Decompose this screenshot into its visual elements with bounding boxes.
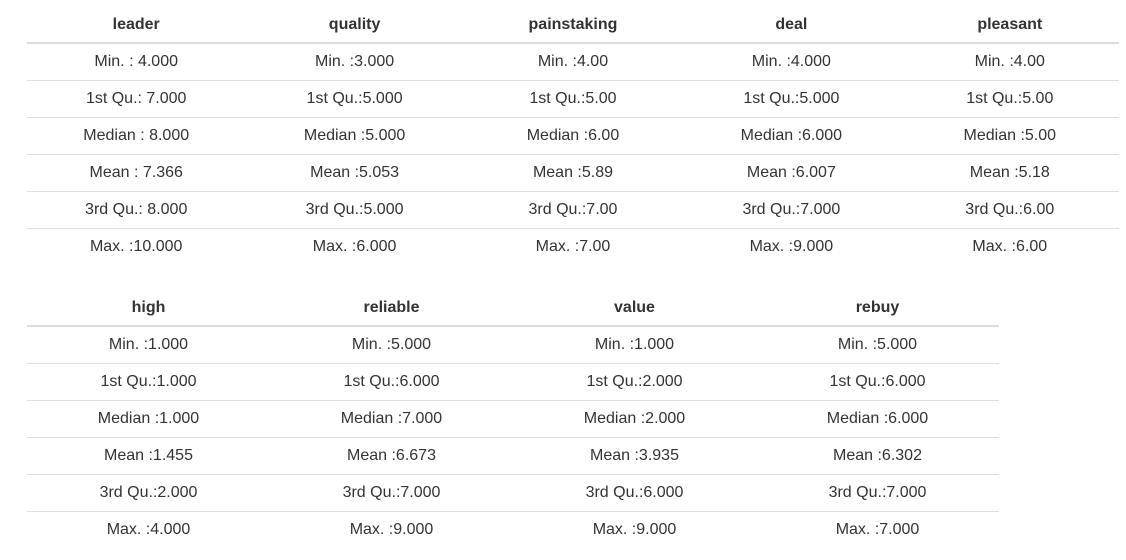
table-cell: 1st Qu.:5.000: [682, 81, 900, 118]
table-cell: Mean :6.007: [682, 155, 900, 192]
table-cell: Mean :5.18: [901, 155, 1119, 192]
table-cell: 1st Qu.:5.00: [901, 81, 1119, 118]
table-row: [27, 43, 1119, 81]
table-cell: 3rd Qu.:5.000: [245, 192, 463, 229]
summary-table-1: [27, 8, 1119, 265]
table-cell: Max. :4.000: [106, 521, 191, 538]
table-row: [27, 326, 999, 364]
table-cell: Max. :9.000: [749, 238, 834, 255]
table-cell: Mean :3.935: [513, 438, 756, 475]
table-cell: Min. :4.00: [464, 43, 682, 81]
table-cell: Min. :4.00: [901, 43, 1119, 81]
table-row: [27, 364, 999, 401]
table-cell: Median :6.00: [464, 118, 682, 155]
table-cell: 1st Qu.:6.000: [270, 364, 513, 401]
table-cell: Min. :1.000: [27, 326, 270, 364]
table-cell: 1st Qu.:5.000: [245, 81, 463, 118]
table-cell: Max. :10.000: [89, 238, 183, 255]
table-cell: Min. :5.000: [756, 326, 999, 364]
column-header-leader: leader: [27, 8, 245, 43]
table-cell: 3rd Qu.:2.000: [27, 475, 270, 512]
table-cell: 1st Qu.:1.000: [27, 364, 270, 401]
table-cell: 3rd Qu.: 8.000: [27, 192, 245, 229]
table-cell: Min. :1.000: [513, 326, 756, 364]
column-header-rebuy: rebuy: [756, 291, 999, 326]
table-cell: 3rd Qu.:7.000: [270, 475, 513, 512]
table-cell: Max. :7.00: [535, 238, 611, 255]
table-cell: Mean :5.89: [464, 155, 682, 192]
table-cell: 1st Qu.:2.000: [513, 364, 756, 401]
table-cell: Max. :6.00: [972, 238, 1048, 255]
column-header-high: high: [27, 291, 270, 326]
table-cell: Median :1.000: [27, 401, 270, 438]
table-cell: Max. :9.000: [349, 521, 434, 538]
table-cell: Max. :9.000: [592, 521, 677, 538]
table-cell: Min. :5.000: [270, 326, 513, 364]
table-cell: 3rd Qu.:6.000: [513, 475, 756, 512]
table-cell: Mean :1.455: [27, 438, 270, 475]
table-cell: Min. : 4.000: [27, 43, 245, 81]
table-row: [27, 229, 1119, 266]
summary-table-2: [27, 291, 999, 548]
table-cell: 1st Qu.:6.000: [756, 364, 999, 401]
table-cell: Median :6.000: [682, 118, 900, 155]
table-cell: Mean : 7.366: [27, 155, 245, 192]
header-row: [27, 8, 1119, 43]
table-cell: Min. :3.000: [245, 43, 463, 81]
table-cell: Median : 8.000: [27, 118, 245, 155]
table-cell: Median :5.000: [245, 118, 463, 155]
table-cell: Max. :6.000: [312, 238, 397, 255]
table-cell: 3rd Qu.:7.00: [464, 192, 682, 229]
column-header-value: value: [513, 291, 756, 326]
table-cell: Median :6.000: [756, 401, 999, 438]
table-row: [27, 192, 1119, 229]
header-row: [27, 291, 999, 326]
table-cell: 3rd Qu.:7.000: [682, 192, 900, 229]
table-row: [27, 475, 999, 512]
table-cell: Mean :5.053: [245, 155, 463, 192]
table-cell: Max. :7.000: [835, 521, 920, 538]
table-cell: Median :7.000: [270, 401, 513, 438]
column-header-pleasant: pleasant: [901, 8, 1119, 43]
table-cell: 1st Qu.: 7.000: [27, 81, 245, 118]
table-cell: Min. :4.000: [682, 43, 900, 81]
table-row: [27, 118, 1119, 155]
column-header-quality: quality: [245, 8, 463, 43]
column-header-deal: deal: [682, 8, 900, 43]
table-cell: Median :2.000: [513, 401, 756, 438]
table-cell: Mean :6.302: [756, 438, 999, 475]
table-row: [27, 401, 999, 438]
table-cell: Mean :6.673: [270, 438, 513, 475]
table-cell: 1st Qu.:5.00: [464, 81, 682, 118]
table-cell: Median :5.00: [901, 118, 1119, 155]
table-cell: 3rd Qu.:6.00: [901, 192, 1119, 229]
table-row: [27, 155, 1119, 192]
column-header-painstaking: painstaking: [464, 8, 682, 43]
column-header-reliable: reliable: [270, 291, 513, 326]
table-cell: 3rd Qu.:7.000: [756, 475, 999, 512]
table-row: [27, 81, 1119, 118]
table-row: [27, 438, 999, 475]
table-row: [27, 512, 999, 549]
